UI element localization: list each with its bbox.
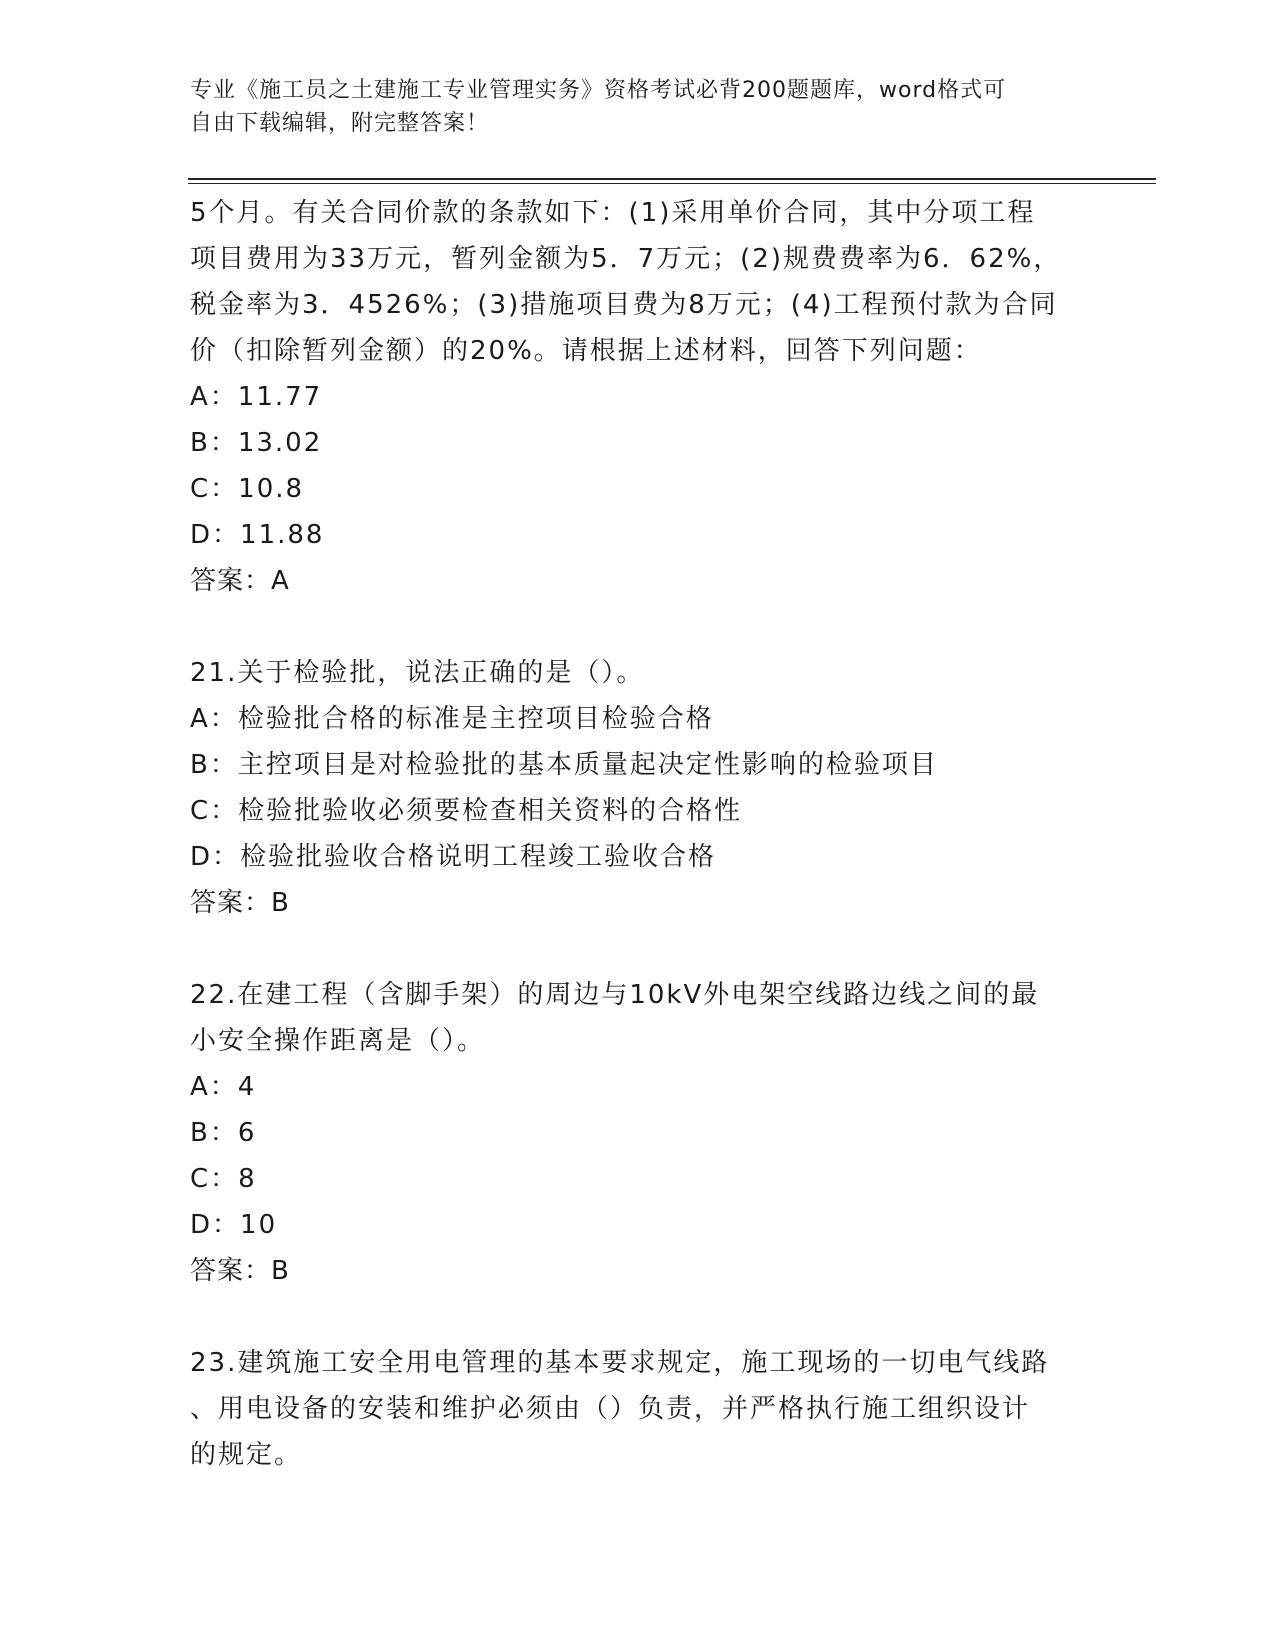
question-text-line: 小安全操作距离是（）。 <box>190 1026 486 1056</box>
question-text-line: 23.建筑施工安全用电管理的基本要求规定，施工现场的一切电气线路 <box>190 1348 1050 1378</box>
question-text-line: 项目费用为33万元，暂列金额为5．7万元；(2)规费费率为6．62%， <box>190 244 1062 274</box>
question-20 <box>190 190 1090 604</box>
header-line-1: 专业《施工员之土建施工专业管理实务》资格考试必背200题题库，word格式可 <box>190 78 1007 103</box>
option-a: A：检验批合格的标准是主控项目检验合格 <box>190 704 714 734</box>
answer-line: 答案：B <box>190 888 290 918</box>
option-d: D：10 <box>190 1210 278 1240</box>
option-b: B：6 <box>190 1118 257 1148</box>
header-rule-thin <box>188 183 1156 184</box>
question-text-line: 税金率为3．4526%；(3)措施项目费为8万元；(4)工程预付款为合同 <box>190 290 1058 320</box>
question-text-line: 22.在建工程（含脚手架）的周边与10kV外电架空线路边线之间的最 <box>190 980 1040 1010</box>
option-c: C：10.8 <box>190 474 305 504</box>
option-c: C：8 <box>190 1164 257 1194</box>
question-23 <box>190 1340 1090 1478</box>
option-c: C：检验批验收必须要检查相关资料的合格性 <box>190 796 743 826</box>
question-text-line: 5个月。有关合同价款的条款如下：(1)采用单价合同，其中分项工程 <box>190 198 1036 228</box>
question-text-line: 21.关于检验批，说法正确的是（）。 <box>190 658 645 688</box>
header-line-2: 自由下载编辑，附完整答案！ <box>190 111 490 136</box>
document-header <box>190 74 1070 140</box>
question-text-line: 价（扣除暂列金额）的20%。请根据上述材料，回答下列问题： <box>190 336 982 366</box>
option-b: B：13.02 <box>190 428 323 458</box>
option-d: D：检验批验收合格说明工程竣工验收合格 <box>190 842 717 872</box>
question-22 <box>190 972 1090 1294</box>
header-rule-thick <box>188 178 1156 180</box>
question-text-line: 、用电设备的安装和维护必须由（）负责，并严格执行施工组织设计 <box>190 1394 1031 1424</box>
option-a: A：4 <box>190 1072 257 1102</box>
answer-line: 答案：A <box>190 566 290 596</box>
option-b: B：主控项目是对检验批的基本质量起决定性影响的检验项目 <box>190 750 938 780</box>
question-21 <box>190 650 1090 926</box>
document-body <box>190 190 1090 1478</box>
option-a: A：11.77 <box>190 382 323 412</box>
answer-line: 答案：B <box>190 1256 290 1286</box>
option-d: D：11.88 <box>190 520 325 550</box>
question-text-line: 的规定。 <box>190 1440 303 1470</box>
